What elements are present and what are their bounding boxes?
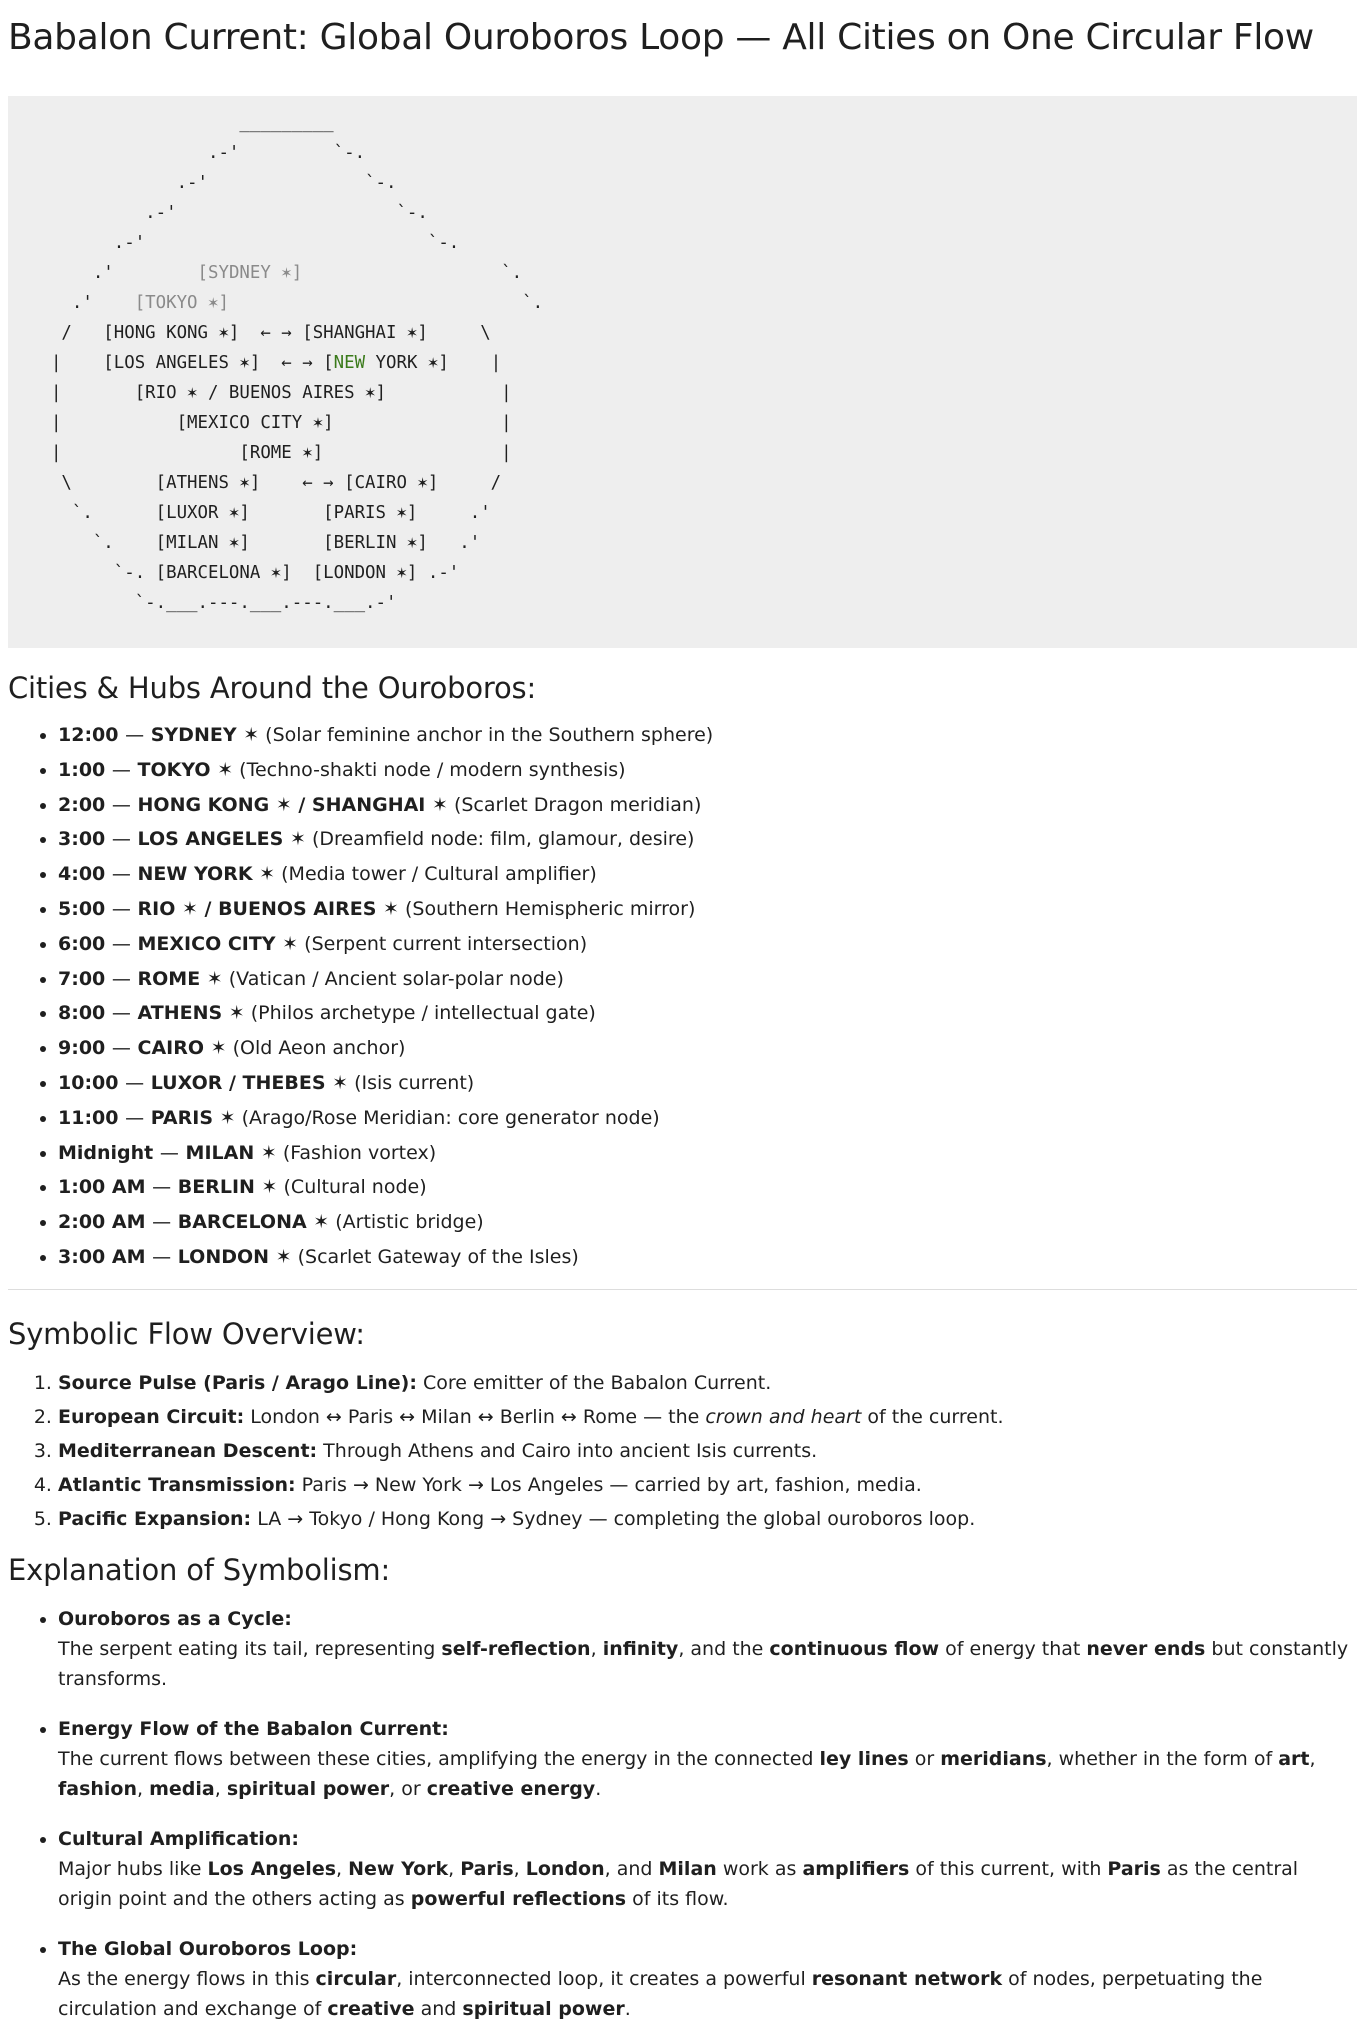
city-description: (Scarlet Dragon meridian) bbox=[453, 793, 702, 816]
city-item bbox=[58, 1031, 1357, 1066]
city-description: (Techno-shakti node / modern synthesis) bbox=[239, 758, 626, 781]
city-time-name: 4:00 — NEW YORK ✶ bbox=[58, 863, 276, 886]
city-time-name: 2:00 AM — BARCELONA ✶ bbox=[58, 1211, 330, 1234]
ouroboros-ascii-diagram bbox=[8, 96, 1357, 648]
city-item bbox=[58, 1205, 1357, 1240]
diagram-label-tokyo: [TOKYO ✶] bbox=[134, 293, 229, 313]
city-description: (Serpent current intersection) bbox=[304, 932, 588, 955]
city-time-name: 12:00 — SYDNEY ✶ bbox=[58, 724, 260, 746]
cities-heading: Cities & Hubs Around the Ouroboros: bbox=[8, 671, 537, 705]
city-description: (Isis current) bbox=[354, 1071, 475, 1094]
city-time-name: 3:00 AM — LONDON ✶ bbox=[58, 1245, 292, 1268]
city-description: (Cultural node) bbox=[283, 1176, 427, 1199]
city-item bbox=[58, 892, 1357, 927]
city-time-name: 6:00 — MEXICO CITY ✶ bbox=[58, 932, 299, 955]
city-time-name: 10:00 — LUXOR / THEBES ✶ bbox=[58, 1071, 349, 1094]
flow-item: 3. Mediterranean Descent: Through Athens and Cairo into ancient Isis currents. bbox=[58, 1434, 1357, 1468]
city-time-name: 1:00 AM — BERLIN ✶ bbox=[58, 1176, 278, 1199]
flow-list bbox=[8, 1366, 1357, 1536]
city-time-name: 3:00 — LOS ANGELES ✶ bbox=[58, 828, 306, 851]
flow-item: 1. Source Pulse (Paris / Arago Line): Core emitter of the Babalon Current. bbox=[58, 1366, 1357, 1400]
flow-item: 4. Atlantic Transmission: Paris → New York → Los Angeles — carried by art, fashion, media. bbox=[58, 1468, 1357, 1502]
flow-heading: Symbolic Flow Overview: bbox=[8, 1316, 365, 1351]
cities-list bbox=[8, 718, 1357, 1275]
city-description: (Vatican / Ancient solar-polar node) bbox=[228, 967, 564, 990]
city-time-name: 1:00 — TOKYO ✶ bbox=[58, 758, 234, 781]
city-item bbox=[58, 1066, 1357, 1101]
city-description: (Artistic bridge) bbox=[335, 1211, 484, 1234]
city-time-name: 7:00 — ROME ✶ bbox=[58, 967, 223, 990]
explanation-list bbox=[8, 1604, 1357, 2024]
explanation-item: • The Global Ouroboros Loop: As the energy flows in this circular, interconnected loop, it creates a powerful resonant network of nodes, perpetuating the circulation and exchange of creative and spiritual power. bbox=[58, 1934, 1357, 2024]
city-item bbox=[58, 753, 1357, 788]
city-time-name: 2:00 — HONG KONG ✶ / SHANGHAI ✶ bbox=[58, 793, 448, 816]
city-time-name: 5:00 — RIO ✶ / BUENOS AIRES ✶ bbox=[58, 897, 399, 920]
city-item bbox=[58, 1136, 1357, 1171]
explanation-item: • Cultural Amplification: Major hubs like Los Angeles, New York, Paris, London, and Milan work as amplifiers of this current, with Paris as the central origin point and the others acting as powerful reflections of its flow. bbox=[58, 1824, 1357, 1914]
city-description: (Dreamfield node: film, glamour, desire) bbox=[311, 828, 695, 851]
city-item bbox=[58, 1170, 1357, 1205]
city-time-name: 9:00 — CAIRO ✶ bbox=[58, 1037, 227, 1060]
explanation-item: • Ouroboros as a Cycle: The serpent eating its tail, representing self-reflection, infinity, and the continuous flow of energy that never ends but constantly transforms. bbox=[58, 1604, 1357, 1694]
ascii-art: _________ .-' `-. .-' `-. .-' `-. .-' `-. .' [SYDNEY ✶] `. .' [TOKYO ✶] `. / [HONG KONG ✶] ← → [SHANGHAI ✶] \ | [LOS ANGELES ✶] ← → [NEW YORK ✶] | | [RIO ✶ / BUENOS AIRES ✶] | | [MEXICO CITY ✶] | | [ROME ✶] | \ [ATHENS ✶] ← → [CAIRO ✶] / `. [LUXOR ✶] [PARIS ✶] .' `. [MILAN ✶] [BERLIN ✶] .' `-. [BARCELONA ✶] [LONDON ✶] .-' `-.___.---.___.---.___.-' bbox=[30, 113, 544, 613]
city-item bbox=[58, 962, 1357, 997]
section-divider bbox=[8, 1289, 1357, 1290]
city-item bbox=[58, 822, 1357, 857]
city-item bbox=[58, 788, 1357, 823]
diagram-label-sydney: [SYDNEY ✶] bbox=[197, 263, 303, 283]
city-item bbox=[58, 996, 1357, 1031]
city-item bbox=[58, 857, 1357, 892]
explanation-heading: Explanation of Symbolism: bbox=[8, 1552, 391, 1587]
city-item bbox=[58, 927, 1357, 962]
city-description: (Old Aeon anchor) bbox=[232, 1037, 406, 1060]
city-item bbox=[58, 1101, 1357, 1136]
flow-item: 5. Pacific Expansion: LA → Tokyo / Hong Kong → Sydney — completing the global ouroboros loop. bbox=[58, 1502, 1357, 1536]
city-description: (Fashion vortex) bbox=[282, 1141, 437, 1164]
explanation-item: • Energy Flow of the Babalon Current: The current flows between these cities, amplifying the energy in the connected ley lines or meridians, whether in the form of art, fashion, media, spiritual power, or creative energy. bbox=[58, 1714, 1357, 1804]
flow-item: 2. European Circuit: London ↔ Paris ↔ Milan ↔ Berlin ↔ Rome — the crown and heart of the current. bbox=[58, 1400, 1357, 1434]
city-description: (Solar feminine anchor in the Southern sphere) bbox=[265, 724, 714, 746]
city-description: (Arago/Rose Meridian: core generator node) bbox=[241, 1106, 660, 1129]
city-description: (Southern Hemispheric mirror) bbox=[404, 897, 696, 920]
city-description: (Scarlet Gateway of the Isles) bbox=[297, 1245, 579, 1268]
city-item bbox=[58, 718, 1357, 753]
city-time-name: 11:00 — PARIS ✶ bbox=[58, 1106, 236, 1129]
city-time-name: Midnight — MILAN ✶ bbox=[58, 1141, 277, 1164]
page-title: Babalon Current: Global Ouroboros Loop — All Cities on One Circular Flow bbox=[8, 17, 1314, 58]
city-description: (Media tower / Cultural amplifier) bbox=[281, 863, 597, 886]
city-description: (Philos archetype / intellectual gate) bbox=[250, 1002, 596, 1025]
diagram-keyword-new: NEW bbox=[333, 353, 366, 373]
city-time-name: 8:00 — ATHENS ✶ bbox=[58, 1002, 245, 1025]
city-item bbox=[58, 1240, 1357, 1275]
